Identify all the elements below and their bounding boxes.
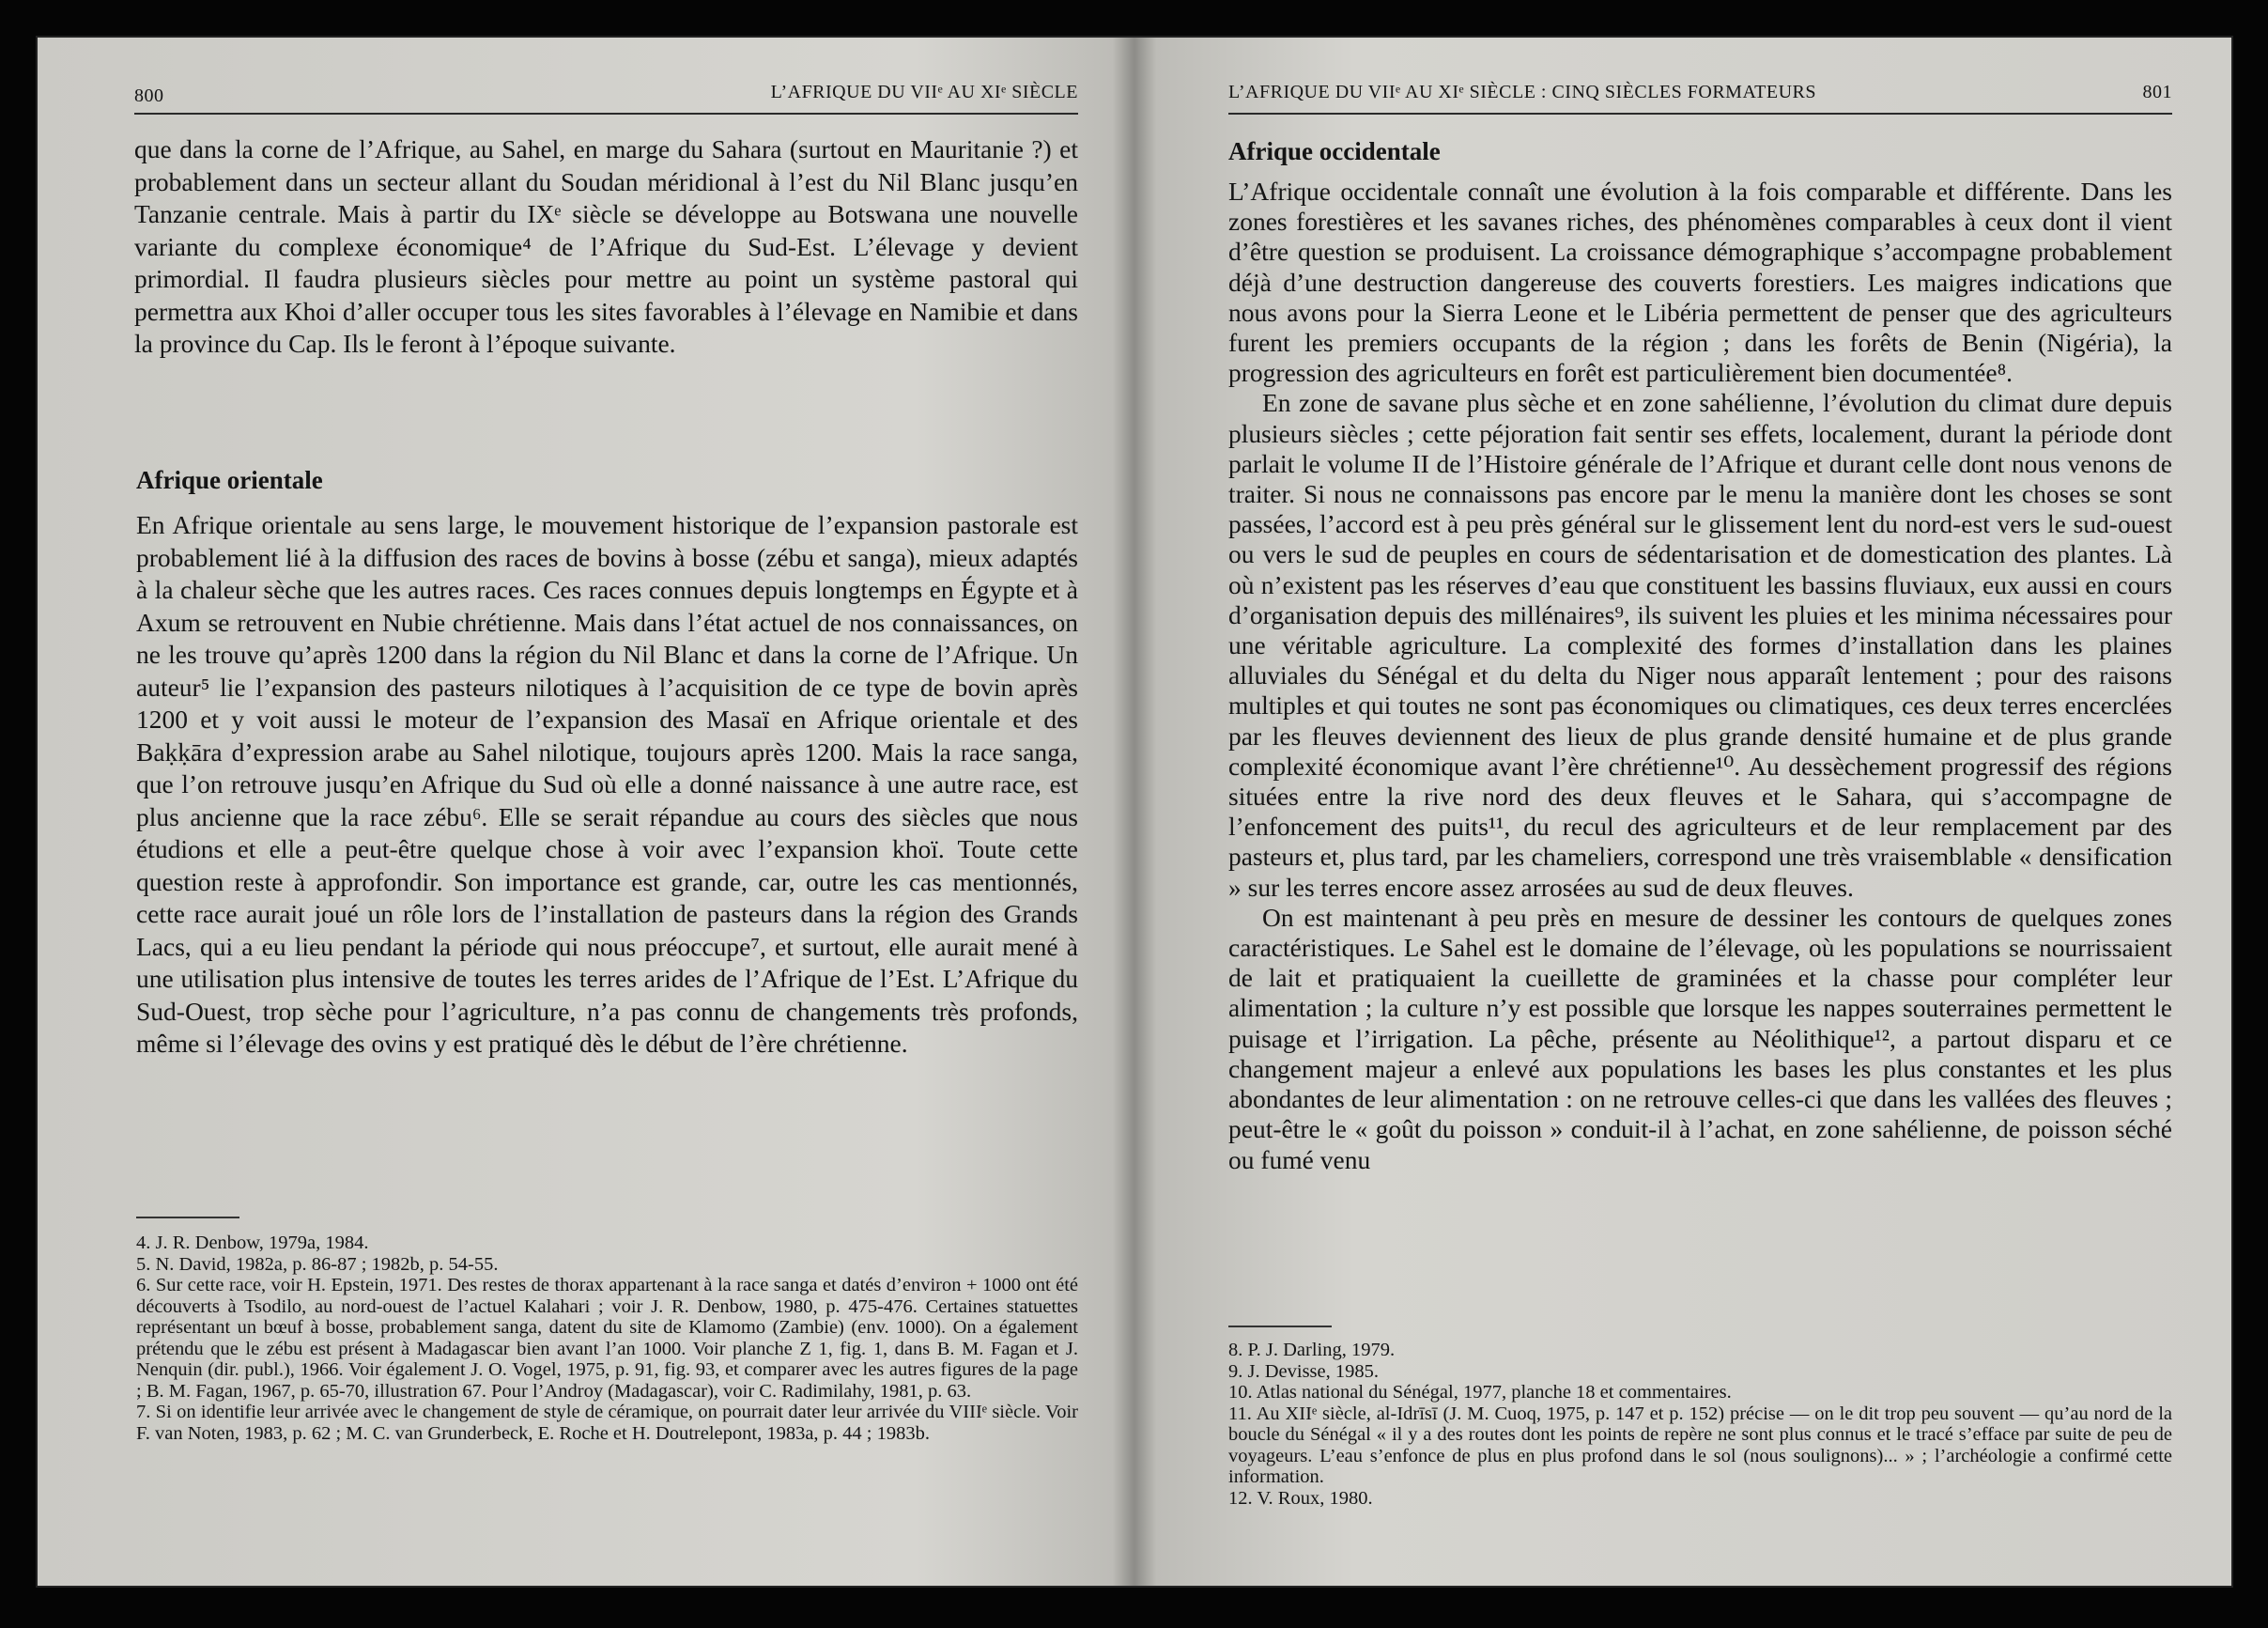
book-spread xyxy=(36,36,2233,1588)
right-running-title: L’AFRIQUE DU VIIᵉ AU XIᵉ SIÈCLE : CINQ SIÈCLES FORMATEURS xyxy=(1228,82,1817,102)
right-paragraph-3: On est maintenant à peu près en mesure de dessiner les contours de quelques zones caractéristiques. Le Sahel est le domaine de l’élevage, où les populations se nourrissaient de lait et pratiquaient la cueillette de graminées et la chasse pour compléter leur alimentation ; la culture n’y est possible que lorsque les nappes souterraines permettent le puisage et l’irrigation. La pêche, présente au Néolithique¹², a partout disparu et ce changement majeur a enlevé aux populations les bases les plus constantes et les plus abondantes de leur alimentation : on ne retrouve celles-ci que dans les vallées des fleuves ; peut-être le « goût du poisson » conduit-il à l’achat, en zone sahélienne, de poisson séché ou fumé venu xyxy=(1228,902,2172,1174)
footnote-5: 5. N. David, 1982a, p. 86-87 ; 1982b, p. 54-55. xyxy=(136,1253,499,1275)
footnote-6: 6. Sur cette race, voir H. Epstein, 1971. Des restes de thorax appartenant à la race sanga et datés d’environ + 1000 ont été découverts à Tsodilo, au nord-ouest de l’actuel Kalahari ; voir J. R. Denbow, 1980, p. 475-476. Certaines statuettes représentant un bœuf à bosse, probablement sanga, datent du site de Klamomo (Zambie) (env. 1000). On a également prétendu que le zébu est présent à Madagascar bien avant l’an 1000. Voir planche Z 1, fig. 1, dans B. M. Fagan et J. Nenquin (dir. publ.), 1966. Voir également J. O. Vogel, 1975, p. 91, fig. 93, et comparer avec les autres figures de la page ; B. M. Fagan, 1967, p. 65-70, illustration 67. Pour l’Androy (Madagascar), voir C. Radimilahy, 1981, p. 63. xyxy=(136,1275,1078,1402)
right-section-text xyxy=(1228,177,2172,1175)
left-page-number: 800 xyxy=(134,85,164,106)
footnote-10: 10. Atlas national du Sénégal, 1977, planche 18 et commentaires. xyxy=(1228,1382,1732,1403)
right-page-number: 801 xyxy=(2142,82,2172,102)
left-running-title: L’AFRIQUE DU VIIᵉ AU XIᵉ SIÈCLE xyxy=(770,82,1078,102)
right-page xyxy=(1134,36,2233,1588)
right-footnotes xyxy=(1228,1340,2172,1509)
right-running-header xyxy=(1228,77,2172,115)
right-section-heading: Afrique occidentale xyxy=(1228,137,1441,165)
left-footnote-rule xyxy=(136,1217,239,1218)
left-section-paragraph: En Afrique orientale au sens large, le mouvement historique de l’expansion pastorale est probablement lié à la diffusion des races de bovins à bosse (zébu et sanga), mieux adaptés à la chaleur sèche que les autres races. Ces races connues depuis longtemps en Égypte et à Axum se retrouvent en Nubie chrétienne. Mais dans l’état actuel de nos connaissances, on ne les trouve qu’après 1200 dans la région du Nil Blanc et dans la corne de l’Afrique. Un auteur⁵ lie l’expansion des pasteurs nilotiques à l’acquisition de ce type de bovin après 1200 et y voit aussi le moteur de l’expansion des Masaï en Afrique orientale et des Baḳḳāra d’expression arabe au Sahel nilotique, toujours après 1200. Mais la race sanga, que l’on retrouve jusqu’en Afrique du Sud où elle a donné naissance à une autre race, est plus ancienne que la race zébu⁶. Elle se serait répandue au cours des siècles que nous étudions et elle a peut-être quelque chose à voir avec l’expansion khoï. Toute cette question reste à approfondir. Son importance est grande, car, outre les cas mentionnés, cette race aurait joué un rôle lors de l’installation de pasteurs dans la région des Grands Lacs, qui a eu lieu pendant la période qui nous préoccupe⁷, et surtout, elle aurait mené à une utilisation plus intensive de toutes les terres arides de l’Afrique de l’Est. L’Afrique du Sud-Ouest, trop sèche pour l’agriculture, n’a pas connu de changements très profonds, même si l’élevage des ovins y est pratiqué dès le début de l’ère chrétienne. xyxy=(136,510,1078,1058)
footnote-12: 12. V. Roux, 1980. xyxy=(1228,1487,1373,1509)
left-section-heading: Afrique orientale xyxy=(136,466,323,494)
left-page xyxy=(36,36,1134,1588)
footnote-9: 9. J. Devisse, 1985. xyxy=(1228,1360,1380,1382)
footnote-4: 4. J. R. Denbow, 1979a, 1984. xyxy=(136,1233,369,1253)
right-paragraph-2: En zone de savane plus sèche et en zone sahélienne, l’évolution du climat dure depuis plusieurs siècles ; cette péjoration fait sentir ses effets, localement, durant la période dont parlait le volume II de l’Histoire générale de l’Afrique et durant celle dont nous venons de traiter. Si nous ne connaissons pas encore par le menu la manière dont les choses se sont passées, l’accord est à peu près général sur le glissement lent du nord-est vers le sud-ouest ou vers le sud de peuples en cours de sédentarisation et de domestication des plantes. Là où n’existent pas les réserves d’eau que constituent les bassins fluviaux, eux aussi en cours d’organisation depuis des millénaires⁹, ils suivent les pluies et les minima nécessaires pour une véritable agriculture. La complexité des formes d’installation dans les plaines alluviales du Sénégal et du delta du Niger nous apparaît lentement ; pour des raisons multiples et qui toutes ne sont pas économiques ou climatiques, ces deux terres encerclées par les fleuves deviennent des lieux de plus grande densité humaine et de plus grande complexité économique avant l’ère chrétienne¹⁰. Au dessèchement progressif des régions situées entre la rive nord des deux fleuves et le Sahara, qui s’accompagne de l’enfoncement des puits¹¹, du recul des agriculteurs et de leur remplacement par des pasteurs et, plus tard, par les chameliers, correspond une très vraisemblable « densification » sur les terres encore assez arrosées au sud de deux fleuves. xyxy=(1228,388,2172,902)
footnote-11: 11. Au XIIᵉ siècle, al-Idrīsī (J. M. Cuoq, 1975, p. 147 et p. 152) précise — on le dit trop peu souvent — qu’au nord de la boucle du Sénégal « il y a des routes dont les points de repère ne sont plus connus et le tracé s’efface par suite de peu de voyageurs. L’eau s’enfonce de plus en plus profond dans le sol (nous soulignons)... » ; l’archéologie a confirmé cette information. xyxy=(1228,1403,2172,1487)
right-paragraph-1: L’Afrique occidentale connaît une évolution à la fois comparable et différente. Dans les zones forestières et les savanes riches, des phénomènes comparables à ceux dont il vient d’être question se produisent. La croissance démographique s’accompagne probablement déjà d’une destruction dangereuse des couverts forestiers. Les maigres indications que nous avons pour la Sierra Leone et le Libéria permettent de penser que des agriculteurs furent les premiers occupants de la région ; dans les forêts de Benin (Nigéria), la progression des agriculteurs en forêt est particulièrement bien documentée⁸. xyxy=(1228,177,2172,388)
left-intro-text xyxy=(134,133,1078,361)
right-footnote-rule xyxy=(1228,1326,1332,1327)
left-running-header xyxy=(134,77,1078,115)
footnote-7: 7. Si on identifie leur arrivée avec le changement de style de céramique, on pourrait dater leur arrivée du VIIIᵉ siècle. Voir F. van Noten, 1983, p. 62 ; M. C. van Grunderbeck, E. Roche et H. Doutrelepont, 1983a, p. 44 ; 1983b. xyxy=(136,1402,1078,1444)
left-footnotes xyxy=(136,1233,1078,1444)
left-section-text xyxy=(136,509,1078,1061)
footnote-8: 8. P. J. Darling, 1979. xyxy=(1228,1340,1396,1360)
left-intro-paragraph: que dans la corne de l’Afrique, au Sahel, en marge du Sahara (surtout en Mauritanie ?) et probablement dans un secteur allant du Soudan méridional à l’est du Nil Blanc jusqu’en Tanzanie centrale. Mais à partir du IXᵉ siècle se développe au Botswana une nouvelle variante du complexe économique⁴ de l’Afrique du Sud-Est. L’élevage y devient primordial. Il faudra plusieurs siècles pour mettre au point un système pastoral qui permettra aux Khoi d’aller occuper tous les sites favorables à l’élevage en Namibie et dans la province du Cap. Ils le feront à l’époque suivante. xyxy=(134,134,1078,358)
